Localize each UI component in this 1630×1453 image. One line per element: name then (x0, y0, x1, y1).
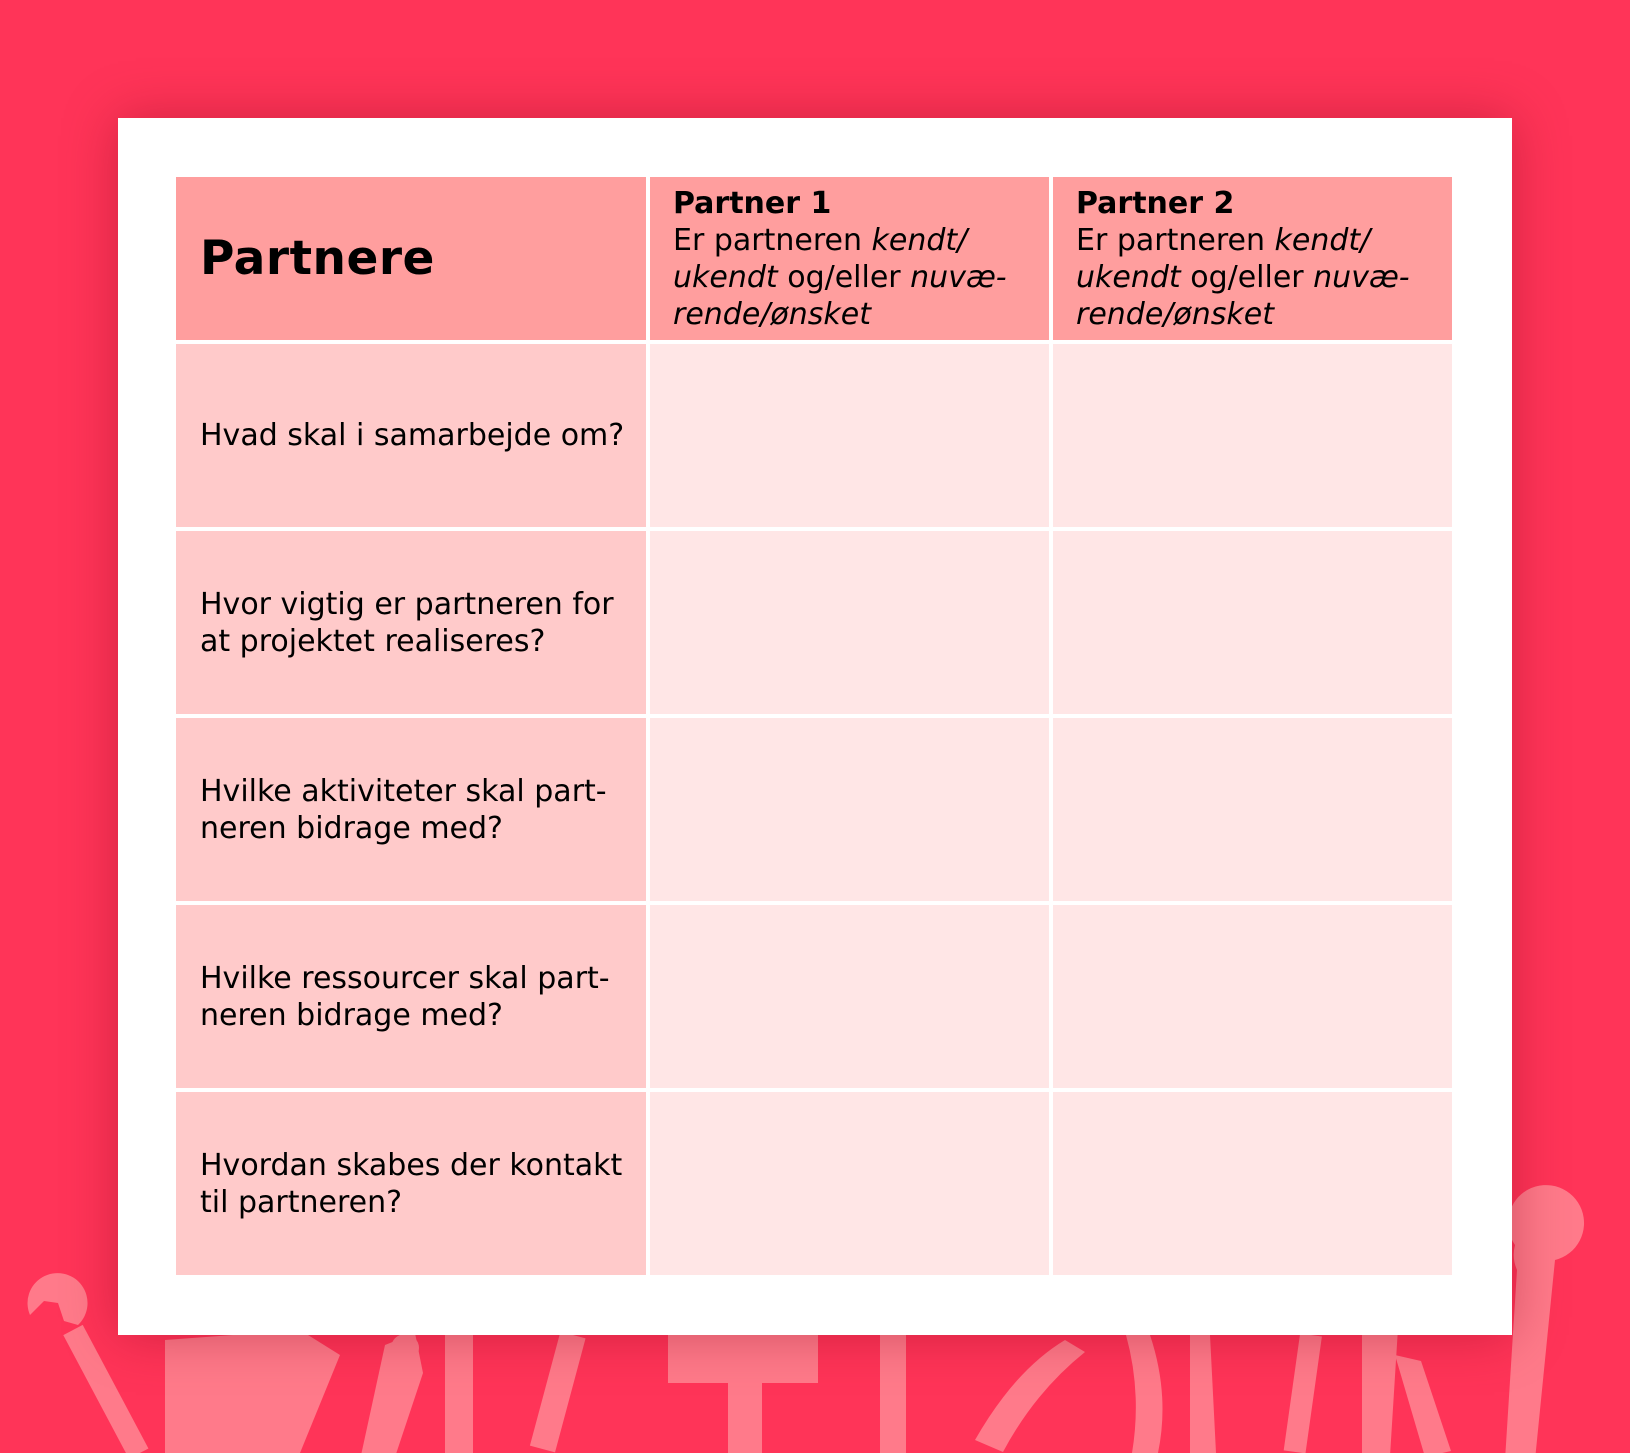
answer-cell-partner-2[interactable] (1053, 344, 1452, 527)
saw-icon (165, 1330, 340, 1453)
question-text: Hvordan skabes der kontakt til partneren? (200, 1147, 623, 1220)
chisel-icon (880, 1335, 906, 1453)
partner-2-name: Partner 2 (1076, 186, 1235, 221)
question-text: Hvor vigtig er partneren for at projektet realiseres? (200, 586, 614, 659)
question-cell (176, 344, 646, 527)
partner-table (176, 177, 1453, 1273)
question-text: Hvad skal i samarbejde om? (200, 418, 625, 453)
answer-cell-partner-1[interactable] (650, 718, 1049, 901)
partner-2-header (1053, 177, 1452, 340)
answer-cell-partner-1[interactable] (650, 1092, 1049, 1275)
hammer-icon (668, 1335, 818, 1453)
answer-cell-partner-2[interactable] (1053, 1092, 1452, 1275)
question-cell (176, 718, 646, 901)
screwdriver-icon (445, 1332, 586, 1453)
table-title-cell (176, 177, 646, 340)
pliers-icon (975, 1335, 1216, 1453)
answer-cell-partner-1[interactable] (650, 531, 1049, 714)
question-cell (176, 531, 646, 714)
question-text: Hvilke aktiviteter skal part-neren bidrage med? (200, 773, 607, 846)
answer-cell-partner-2[interactable] (1053, 905, 1452, 1088)
worksheet-card (118, 118, 1512, 1335)
partner-1-name: Partner 1 (673, 186, 832, 221)
table-title: Partnere (200, 231, 435, 286)
putty-knife-icon (355, 1333, 423, 1453)
answer-cell-partner-2[interactable] (1053, 718, 1452, 901)
partner-1-header (650, 177, 1049, 340)
answer-cell-partner-1[interactable] (650, 344, 1049, 527)
question-cell (176, 905, 646, 1088)
partner-1-description: Er partneren kendt/ ukendt og/eller nuvæ-rende/ønsket (673, 223, 1007, 332)
answer-cell-partner-2[interactable] (1053, 531, 1452, 714)
question-text: Hvilke ressourcer skal part-neren bidrage med? (200, 960, 610, 1033)
partner-2-description: Er partneren kendt/ ukendt og/eller nuvæ-rende/ønsket (1076, 223, 1410, 332)
screwdriver-icon (1284, 1333, 1322, 1453)
question-cell (176, 1092, 646, 1275)
answer-cell-partner-1[interactable] (650, 905, 1049, 1088)
